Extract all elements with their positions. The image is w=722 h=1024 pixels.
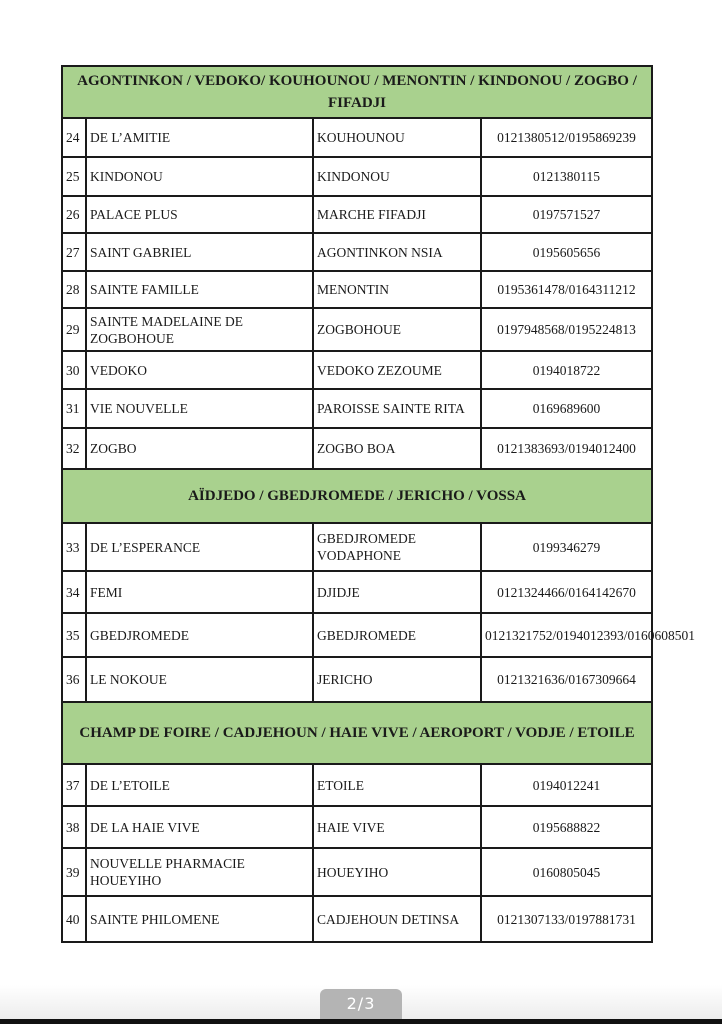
table-row [62, 428, 652, 469]
row-number: 29 [62, 308, 86, 351]
table-row [62, 271, 652, 308]
section-title: AÏDJEDO / GBEDJROMEDE / JERICHO / VOSSA [62, 469, 652, 523]
table-row [62, 157, 652, 196]
table-row [62, 118, 652, 157]
table-row [62, 196, 652, 233]
pharmacy-location: ZOGBOHOUE [313, 308, 481, 351]
table-row [62, 523, 652, 571]
section-header-row [62, 469, 652, 523]
pharmacy-name: DE L’ETOILE [86, 764, 313, 806]
pharmacy-phone: 0194018722 [481, 351, 652, 389]
pharmacy-name: NOUVELLE PHARMACIE HOUEYIHO [86, 848, 313, 896]
pharmacy-location: DJIDJE [313, 571, 481, 613]
table-row [62, 613, 652, 657]
pharmacy-phone: 0197571527 [481, 196, 652, 233]
row-number: 36 [62, 657, 86, 702]
viewer-bottom-bar [0, 1019, 722, 1024]
table-row [62, 806, 652, 848]
pharmacy-location: JERICHO [313, 657, 481, 702]
pharmacy-name: GBEDJROMEDE [86, 613, 313, 657]
pharmacy-location: GBEDJROMEDE [313, 613, 481, 657]
pharmacy-name: ZOGBO [86, 428, 313, 469]
row-number: 28 [62, 271, 86, 308]
pharmacy-name: SAINTE MADELAINE DE ZOGBOHOUE [86, 308, 313, 351]
table-row [62, 764, 652, 806]
row-number: 27 [62, 233, 86, 271]
pharmacy-location: ETOILE [313, 764, 481, 806]
row-number: 26 [62, 196, 86, 233]
pharmacy-phone: 0121321752/0194012393/0160608501 [481, 613, 652, 657]
pharmacy-phone: 0197948568/0195224813 [481, 308, 652, 351]
pharmacy-phone: 0121380512/0195869239 [481, 118, 652, 157]
pharmacy-table [61, 65, 696, 943]
pharmacy-phone: 0160805045 [481, 848, 652, 896]
section-header-row [62, 66, 652, 118]
pharmacy-name: VIE NOUVELLE [86, 389, 313, 428]
row-number: 40 [62, 896, 86, 942]
pharmacy-name: KINDONOU [86, 157, 313, 196]
row-number: 34 [62, 571, 86, 613]
pharmacy-location: ZOGBO BOA [313, 428, 481, 469]
row-number: 35 [62, 613, 86, 657]
page-indicator: 2/3 [320, 989, 402, 1021]
pharmacy-phone: 0121321636/0167309664 [481, 657, 652, 702]
table-row [62, 657, 652, 702]
row-number: 37 [62, 764, 86, 806]
section-title: CHAMP DE FOIRE / CADJEHOUN / HAIE VIVE / AEROPORT / VODJE / ETOILE [62, 702, 652, 764]
pharmacy-name: SAINTE FAMILLE [86, 271, 313, 308]
table-row [62, 848, 652, 896]
pharmacy-location: MARCHE FIFADJI [313, 196, 481, 233]
section-header-row [62, 702, 652, 764]
pharmacy-name: DE LA HAIE VIVE [86, 806, 313, 848]
pharmacy-name: DE L’ESPERANCE [86, 523, 313, 571]
pharmacy-location: AGONTINKON NSIA [313, 233, 481, 271]
pharmacy-location: HAIE VIVE [313, 806, 481, 848]
pharmacy-name: VEDOKO [86, 351, 313, 389]
pharmacy-location: PAROISSE SAINTE RITA [313, 389, 481, 428]
section-title: AGONTINKON / VEDOKO/ KOUHOUNOU / MENONTIN / KINDONOU / ZOGBO / FIFADJI [62, 66, 652, 118]
pharmacy-location: GBEDJROMEDE VODAPHONE [313, 523, 481, 571]
pharmacy-phone: 0195361478/0164311212 [481, 271, 652, 308]
row-number: 38 [62, 806, 86, 848]
pharmacy-phone: 0195605656 [481, 233, 652, 271]
pharmacy-location: MENONTIN [313, 271, 481, 308]
pharmacy-name: PALACE PLUS [86, 196, 313, 233]
row-number: 30 [62, 351, 86, 389]
pharmacy-phone: 0121324466/0164142670 [481, 571, 652, 613]
table-row [62, 896, 652, 942]
pharmacy-phone: 0195688822 [481, 806, 652, 848]
pharmacy-location: VEDOKO ZEZOUME [313, 351, 481, 389]
pharmacy-name: SAINTE PHILOMENE [86, 896, 313, 942]
pharmacy-phone: 0169689600 [481, 389, 652, 428]
pharmacy-phone: 0194012241 [481, 764, 652, 806]
table-row [62, 389, 652, 428]
row-number: 32 [62, 428, 86, 469]
table-row [62, 308, 652, 351]
pharmacy-phone: 0121380115 [481, 157, 652, 196]
pharmacy-name: DE L’AMITIE [86, 118, 313, 157]
pharmacy-location: HOUEYIHO [313, 848, 481, 896]
pharmacy-phone: 0199346279 [481, 523, 652, 571]
pharmacy-location: CADJEHOUN DETINSA [313, 896, 481, 942]
table-row [62, 351, 652, 389]
row-number: 39 [62, 848, 86, 896]
pharmacy-location: KINDONOU [313, 157, 481, 196]
pharmacy-name: SAINT GABRIEL [86, 233, 313, 271]
pharmacy-location: KOUHOUNOU [313, 118, 481, 157]
table-row [62, 571, 652, 613]
pharmacy-name: FEMI [86, 571, 313, 613]
pharmacy-phone: 0121383693/0194012400 [481, 428, 652, 469]
row-number: 24 [62, 118, 86, 157]
pharmacy-phone: 0121307133/0197881731 [481, 896, 652, 942]
row-number: 31 [62, 389, 86, 428]
pharmacy-name: LE NOKOUE [86, 657, 313, 702]
row-number: 33 [62, 523, 86, 571]
table-row [62, 233, 652, 271]
row-number: 25 [62, 157, 86, 196]
